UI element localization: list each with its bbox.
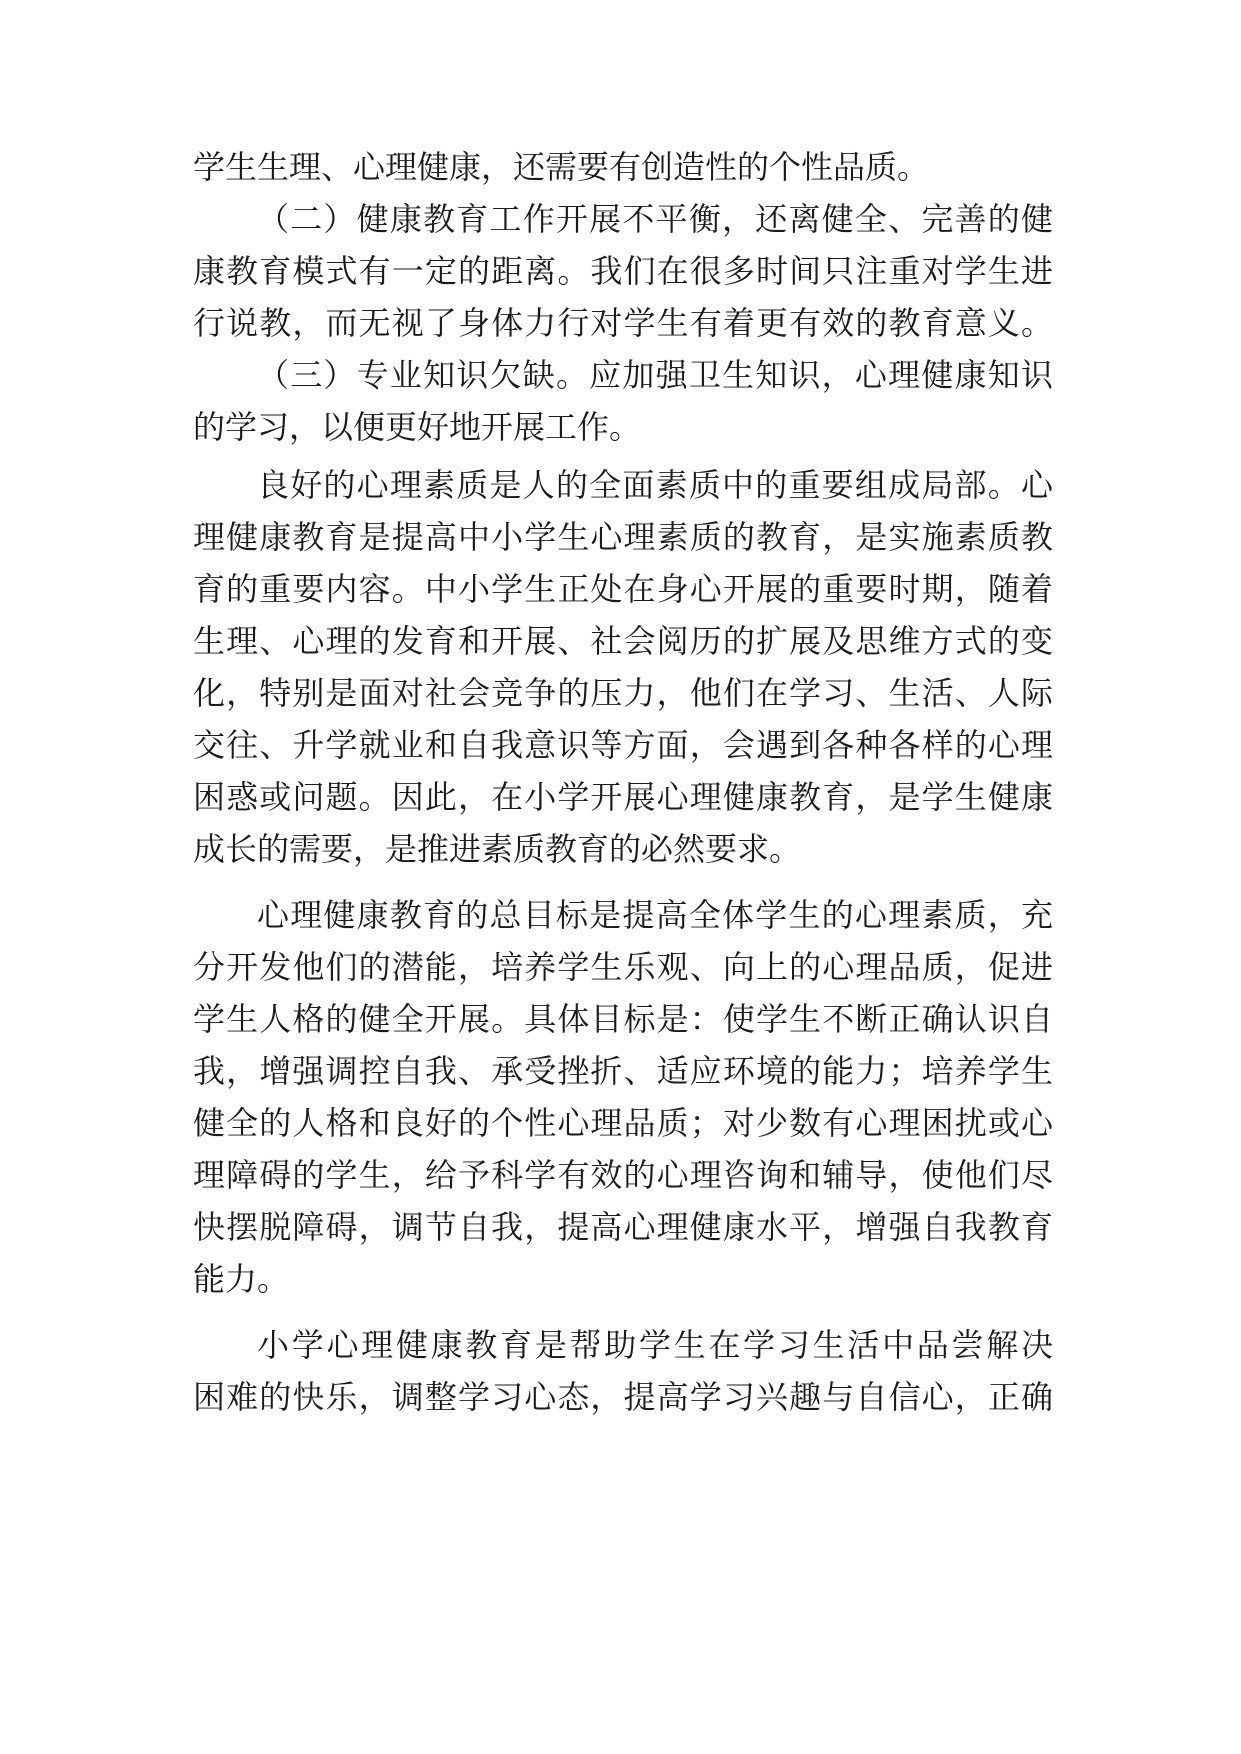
text-line: （二）健康教育工作开展不平衡，还离健全、完善的健: [257, 200, 1053, 238]
text-line: 困难的快乐，调整学习心态，提高学习兴趣与自信心，正确: [193, 1378, 1053, 1416]
text-line: 小学心理健康教育是帮助学生在学习生活中品尝解决: [257, 1326, 1053, 1364]
text-line: 我，增强调控自我、承受挫折、适应环境的能力；培养学生: [193, 1052, 1053, 1090]
text-line: 成长的需要，是推进素质教育的必然要求。: [193, 830, 802, 868]
text-line: 能力。: [193, 1260, 290, 1298]
text-line: 理健康教育是提高中小学生心理素质的教育，是实施素质教: [193, 518, 1053, 556]
text-line: 化，特别是面对社会竞争的压力，他们在学习、生活、人际: [193, 674, 1053, 712]
text-line: 良好的心理素质是人的全面素质中的重要组成局部。心: [257, 466, 1053, 504]
text-line: 的学习，以便更好地开展工作。: [193, 408, 642, 446]
text-line: 困惑或问题。因此，在小学开展心理健康教育，是学生健康: [193, 778, 1053, 816]
text-line: 心理健康教育的总目标是提高全体学生的心理素质，充: [257, 896, 1053, 934]
text-line: 学生生理、心理健康，还需要有创造性的个性品质。: [193, 148, 930, 186]
text-line: （三）专业知识欠缺。应加强卫生知识，心理健康知识: [257, 356, 1053, 394]
text-line: 快摆脱障碍，调节自我，提高心理健康水平，增强自我教育: [193, 1208, 1053, 1246]
text-line: 健全的人格和良好的个性心理品质；对少数有心理困扰或心: [193, 1104, 1053, 1142]
text-line: 理障碍的学生，给予科学有效的心理咨询和辅导，使他们尽: [193, 1156, 1053, 1194]
text-line: 学生人格的健全开展。具体目标是：使学生不断正确认识自: [193, 1000, 1053, 1038]
text-line: 行说教，而无视了身体力行对学生有着更有效的教育意义。: [193, 304, 1053, 342]
text-line: 交往、升学就业和自我意识等方面，会遇到各种各样的心理: [193, 726, 1053, 764]
text-line: 分开发他们的潜能，培养学生乐观、向上的心理品质，促进: [193, 948, 1053, 986]
text-line: 育的重要内容。中小学生正处在身心开展的重要时期，随着: [193, 570, 1053, 608]
text-line: 生理、心理的发育和开展、社会阅历的扩展及思维方式的变: [193, 622, 1053, 660]
text-line: 康教育模式有一定的距离。我们在很多时间只注重对学生进: [193, 252, 1053, 290]
